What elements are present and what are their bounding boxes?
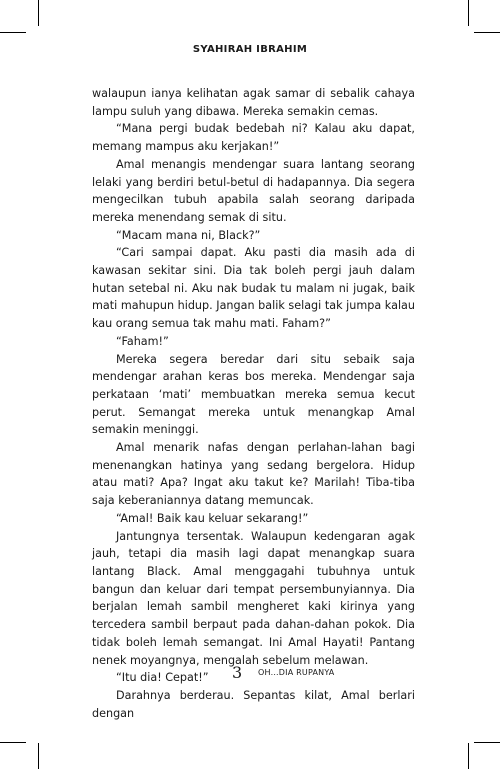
crop-mark: [474, 742, 500, 743]
paragraph: walaupun ianya kelihatan agak samar di sebalik cahaya lampu suluh yang dibawa. Mereka semakin cemas.: [92, 87, 415, 118]
paragraph: “Itu dia! Cepat!”: [116, 671, 209, 685]
crop-mark: [38, 743, 39, 769]
page-footer: [0, 663, 500, 683]
paragraph: Jantungnya tersentak. Walaupun kedengaran agak jauh, tetapi dia masih lagi dapat menangkap suara lantang Black. Amal menggagahi tubuhnya untuk bangun dan keluar dari tempat persembunyiannya. Dia berjalan lemah sambil mengheret kaki kirinya yang tercedera sambil berpaut pada dahan-dahan pokok. Dia tidak boleh lemah semangat. Ini Amal Hayati! Pantang nenek moyangnya, mengalah sebelum melawan.: [92, 529, 415, 667]
paragraph: Amal menarik nafas dengan perlahan-lahan bagi menenangkan hatinya yang sedang bergelora. Hidup atau mati? Apa? Ingat aku takut ke? Marilah! Tiba-tiba saja keberaniannya datang memuncak.: [92, 441, 415, 508]
crop-mark: [0, 32, 26, 33]
page-number: 3: [232, 663, 243, 682]
paragraph: “Faham!”: [116, 334, 169, 348]
running-header: SYAHIRAH IBRAHIM: [192, 44, 308, 55]
paragraph: “Macam mana ni, Black?”: [116, 228, 261, 242]
paragraph: Darahnya berderau. Sepantas kilat, Amal berlari dengan: [92, 688, 415, 720]
crop-mark: [38, 0, 39, 26]
book-title: OH...DIA RUPANYA: [258, 668, 335, 677]
crop-mark: [468, 0, 469, 26]
paragraph: “Cari sampai dapat. Aku pasti dia masih ada di kawasan sekitar sini. Dia tak boleh pergi jauh dalam hutan setebal ni. Aku nak budak tu malam ni jugak, baik mati mahupun hidup. Jangan balik selagi tak jumpa kalau kau orang semua tak mahu mati. Faham?”: [92, 246, 415, 331]
paragraph: Mereka segera beredar dari situ sebaik saja mendengar arahan keras bos mereka. Mendengar saja perkataan ‘mati’ membuatkan mereka semua kecut perut. Semangat mereka untuk menangkap Amal semakin meninggi.: [92, 352, 415, 437]
crop-mark: [474, 32, 500, 33]
paragraph: Amal menangis mendengar suara lantang seorang lelaki yang berdiri betul-betul di hadapannya. Dia segera mengecilkan tubuh apabila salah seorang daripada mereka menendang semak di situ.: [92, 157, 415, 224]
crop-mark: [0, 742, 26, 743]
crop-mark: [468, 743, 469, 769]
body-text: [92, 85, 415, 722]
paragraph: “Amal! Baik kau keluar sekarang!”: [116, 511, 309, 525]
paragraph: “Mana pergi budak bedebah ni? Kalau aku dapat, memang mampus aku kerjakan!”: [92, 122, 415, 154]
